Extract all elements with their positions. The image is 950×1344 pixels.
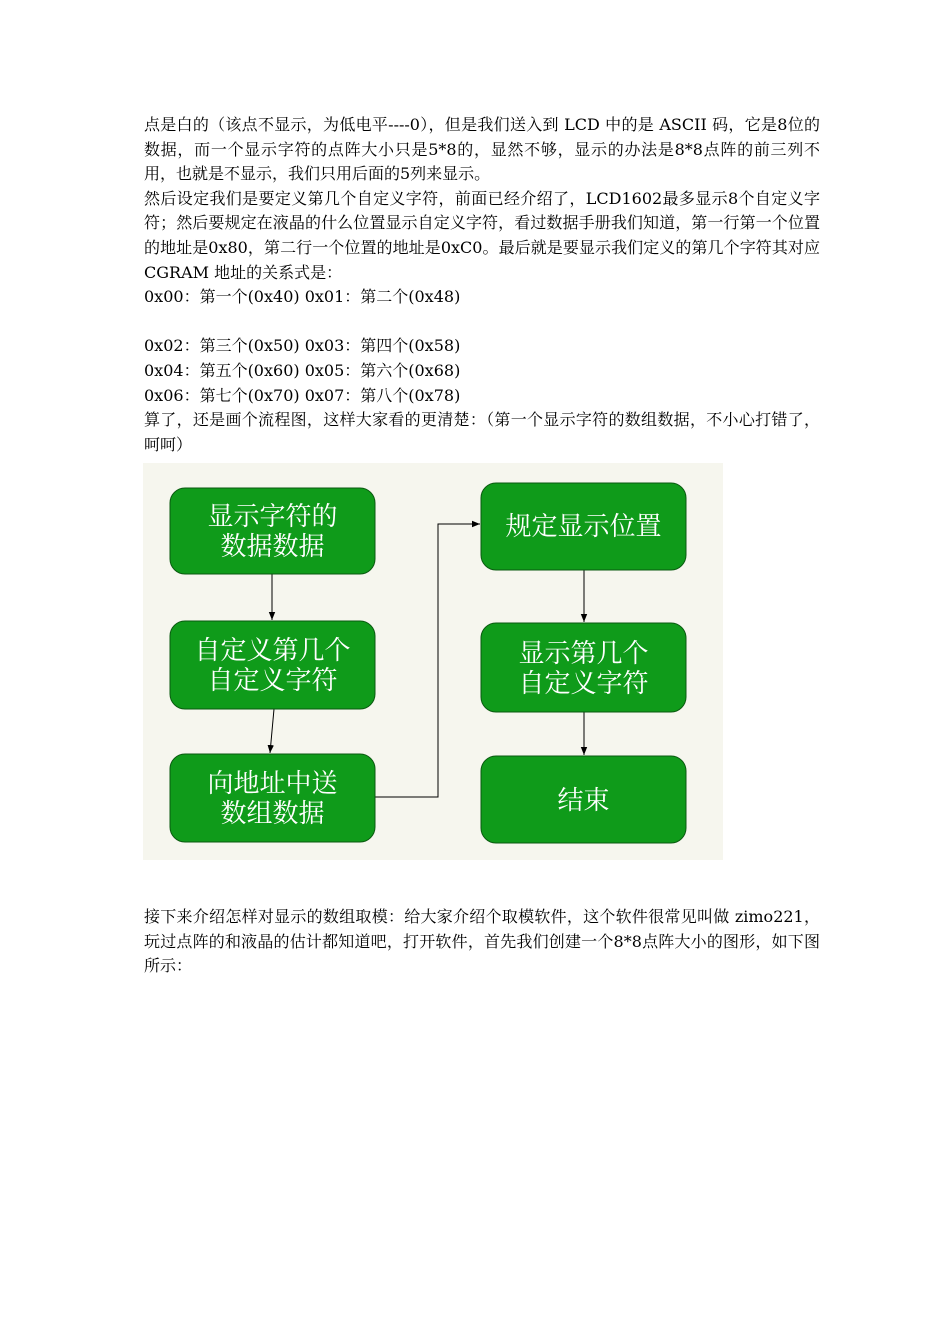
svg-text:显示字符的: 显示字符的 (207, 502, 338, 532)
paragraph: 0x04：第五个(0x60) 0x05：第六个(0x68) (144, 360, 461, 380)
svg-text:自定义第几个: 自定义第几个 (194, 636, 351, 666)
flow-node-send-array (170, 754, 375, 842)
paragraph: 然后设定我们是要定义第几个自定义字符，前面已经介绍了，LCD1602最多显示8个自定义字符；然后要规定在液晶的什么位置显示自定义字符，看过数据手册我们知道，第一行第一个位置的地址是0x80，第二行一个位置的地址是0xC0。最后就是要显示我们定义的第几个字符其对应 CGRAM 地址的关系式是： (144, 188, 820, 282)
paragraph: 点是白的（该点不显示，为低电平----0），但是我们送入到 LCD 中的是 ASCII 码，它是8位的数据，而一个显示字符的点阵大小只是5*8的，显然不够，显示的办法是8*8点阵的前三列不用，也就是不显示，我们只用后面的5列来显示。 (144, 115, 820, 184)
arrow-2-3 (270, 709, 274, 753)
paragraph: 0x00：第一个(0x40) 0x01：第二个(0x48) (144, 287, 461, 307)
paragraph: 算了，还是画个流程图，这样大家看的更清楚：（第一个显示字符的数组数据，不小心打错了，呵呵） (144, 410, 820, 454)
svg-text:数据数据: 数据数据 (220, 532, 325, 562)
body-text-top (144, 113, 820, 457)
blank-line (144, 310, 820, 335)
flow-node-set-position (481, 483, 686, 570)
paragraph: 0x02：第三个(0x50) 0x03：第四个(0x58) (144, 336, 461, 356)
svg-text:自定义字符: 自定义字符 (207, 666, 338, 696)
flowchart (143, 463, 723, 860)
arrow-3-4 (375, 524, 480, 797)
svg-text:自定义字符: 自定义字符 (518, 669, 649, 699)
body-text-bottom (144, 905, 820, 979)
svg-text:结束: 结束 (557, 786, 610, 816)
paragraph: 0x06：第七个(0x70) 0x07：第八个(0x78) (144, 385, 461, 405)
flow-node-which-custom-char (170, 621, 375, 709)
flow-node-show-custom-char (481, 623, 686, 712)
paragraph: 接下来介绍怎样对显示的数组取模：给大家介绍个取模软件，这个软件很常见叫做 zimo221，玩过点阵的和液晶的估计都知道吧，打开软件，首先我们创建一个8*8点阵大小的图形，如下图所示： (144, 907, 820, 976)
svg-text:显示第几个: 显示第几个 (518, 639, 649, 669)
flow-node-end (481, 756, 686, 843)
svg-text:规定显示位置: 规定显示位置 (505, 512, 662, 542)
svg-text:数组数据: 数组数据 (220, 799, 325, 829)
flow-node-display-data (170, 488, 375, 574)
svg-text:向地址中送: 向地址中送 (207, 769, 338, 799)
